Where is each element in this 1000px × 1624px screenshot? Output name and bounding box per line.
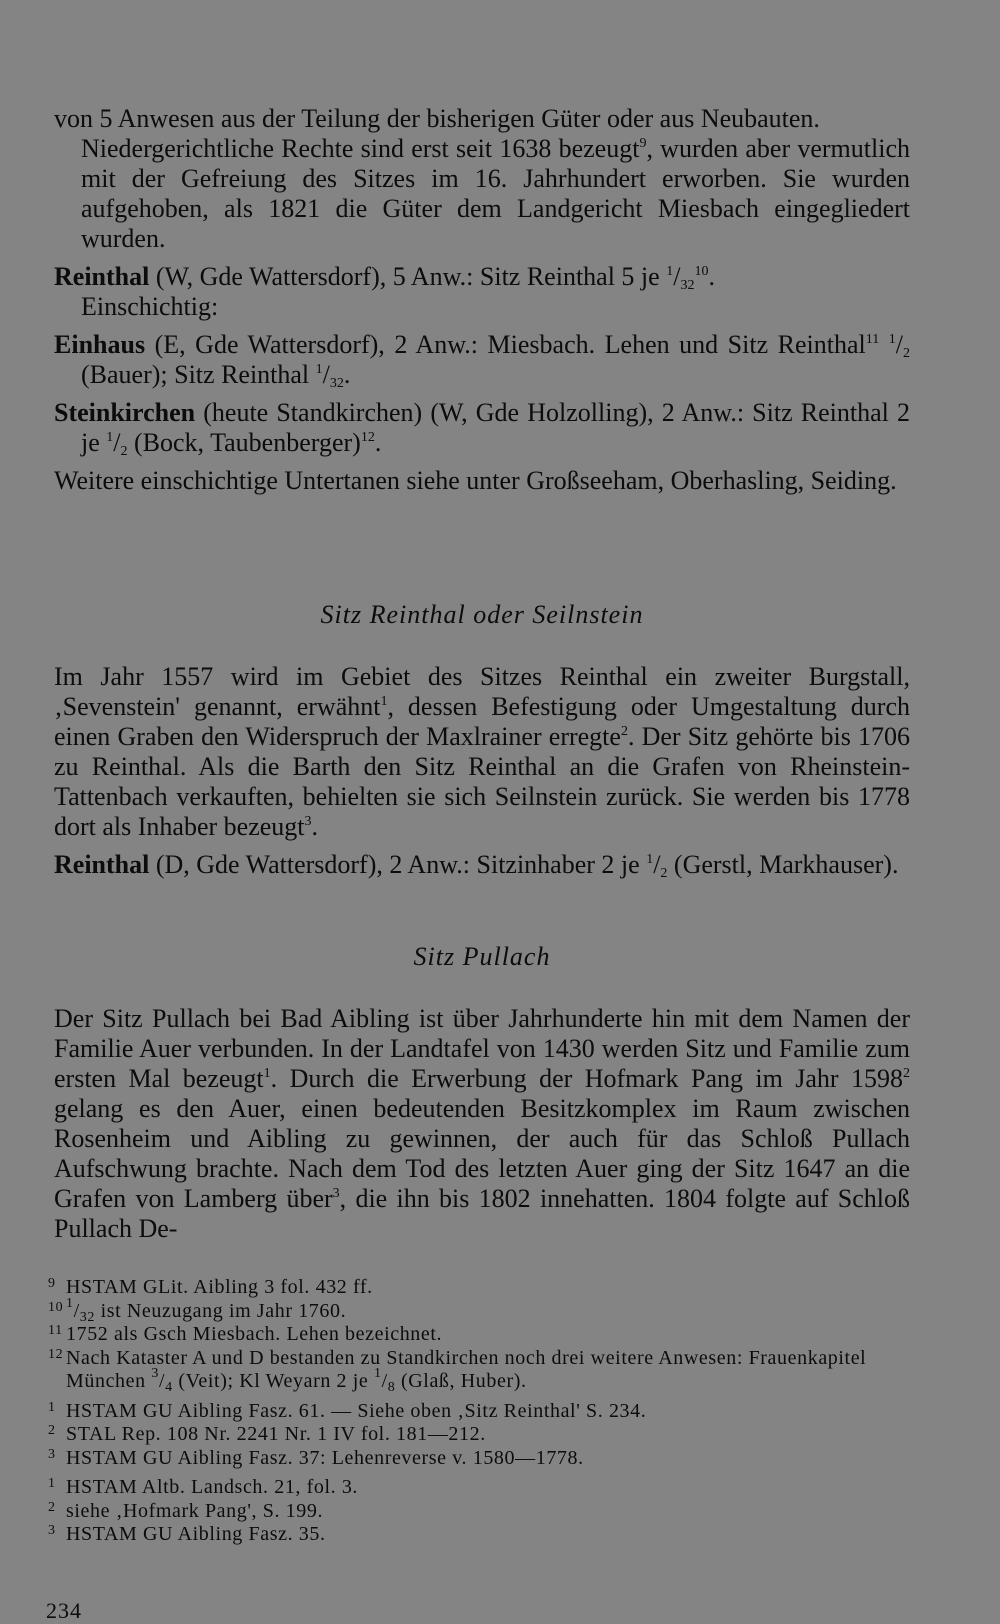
paragraph-weitere: Weitere einschichtige Untertanen siehe unter Großseeham, Oberhasling, Seiding. — [54, 466, 897, 495]
footnote-ref: 2 — [620, 724, 628, 739]
footnote-11: 11 1752 als Gsch Miesbach. Lehen bezeichnet. — [48, 1323, 443, 1345]
section-heading-reinthal-seilnstein: Sitz Reinthal oder Seilnstein — [320, 600, 644, 629]
entry-einhaus: Einhaus (E, Gde Wattersdorf), 2 Anw.: Miesbach. Lehen und Sitz Reinthal$^{11}$ $^1/_2$ (Bauer); Sitz Reinthal $^1/_{32}$. — [54, 330, 910, 391]
footnote-s3: 3 HSTAM GU Aibling Fasz. 37: Lehenreverse v. 1580—1778. — [48, 1446, 584, 1469]
paragraph-pullach: Der Sitz Pullach bei Bad Aibling ist über Jahrhunderte hin mit dem Namen der Familie Auer verbunden. In der Landtafel von 1430 werden Sitz und Familie zum ersten Mal bezeugt$^1$. Durch die Erwerbung der Hofmark Pang im Jahr 1598$^2$ gelang es den Auer, einen bedeutenden Besitzkomplex im Raum zwischen Rosenheim und Aibling zu gewinnen, der auch für das Schloß Pullach Aufschwung brachte. Nach dem Tod des letzten Auer ging der Sitz 1647 an die Grafen von Lamberg über$^3$, die ihn bis 1802 innehatten. 1804 folgte auf Schloß Pullach De- — [54, 1004, 910, 1243]
footnote-ref: 10 — [694, 264, 709, 279]
paragraph-seilnstein: Im Jahr 1557 wird im Gebiet des Sitzes Reinthal ein zweiter Burgstall, ‚Sevenstein' genannt, erwähnt$^1$, dessen Befestigung oder Umgestaltung durch einen Graben den Widerspruch der Maxlrainer erregte$^2$. Der Sitz gehörte bis 1706 zu Reinthal. Als die Barth den Sitz Reinthal an die Grafen von Rheinstein-Tattenbach verkauften, behielten sie sich Seilnstein zurück. Sie werden bis 1778 dort als Inhaber bezeugt$^3$. — [54, 662, 911, 841]
top-text-block — [54, 104, 910, 496]
entry-steinkirchen: Steinkirchen (heute Standkirchen) (W, Gde Holzolling), 2 Anw.: Sitz Reinthal 2 je $^1/_2$ (Bock, Taubenberger)$^{12}$. — [54, 398, 910, 459]
footnote-ref: 3 — [304, 814, 312, 829]
section-pullach-text — [54, 1004, 910, 1244]
footnotes — [48, 1276, 918, 1547]
footnote-9: 9 HSTAM GLit. Aibling 3 fol. 432 ff. — [48, 1276, 373, 1298]
footnote-p3: 3 HSTAM GU Aibling Fasz. 35. — [48, 1523, 326, 1545]
entry-reinthal: Reinthal (W, Gde Wattersdorf), 5 Anw.: Sitz Reinthal 5 je $^1/_{32}^{10}$. — [54, 262, 715, 293]
footnote-ref: 12 — [360, 430, 375, 445]
footnote-s1: 1 HSTAM GU Aibling Fasz. 61. — Siehe oben ‚Sitz Reinthal' S. 234. — [48, 1399, 647, 1422]
footnote-s2: 2 STAL Rep. 108 Nr. 2241 Nr. 1 IV fol. 181—212. — [48, 1423, 486, 1445]
footnote-ref: 3 — [332, 1186, 340, 1201]
page-number: 234 — [46, 1598, 82, 1623]
section-reinthal-text — [54, 662, 910, 880]
footnote-12: 12 Nach Kataster A und D bestanden zu Standkirchen noch drei weitere Anwesen: Frauenkapitel München $^3/_4$ (Veit); Kl Weyarn 2 je $^1/_8$ (Glaß, Huber). — [48, 1346, 867, 1395]
paragraph-jurisdiction: Niedergerichtliche Rechte sind erst seit 1638 bezeugt$^9$, wurden aber vermutlich mit der Gefreiung des Sitzes im 16. Jahrhundert erworben. Sie wurden aufgehoben, als 1821 die Güter dem Landgericht Miesbach eingegliedert wurden. — [81, 134, 910, 253]
footnote-ref: 2 — [903, 1066, 910, 1081]
footnote-p1: 1 HSTAM Altb. Landsch. 21, fol. 3. — [48, 1476, 359, 1498]
footnote-ref: 11 — [865, 332, 880, 347]
footnote-10: 10 $^1/_{32}$ ist Neuzugang im Jahr 1760. — [48, 1295, 347, 1325]
footnote-ref: 1 — [380, 694, 388, 709]
footnote-ref: 1 — [263, 1066, 271, 1081]
entry-reinthal-d: Reinthal (D, Gde Wattersdorf), 2 Anw.: Sitzinhaber 2 je $^1/_2$ (Gerstl, Markhauser). — [54, 850, 899, 881]
footnote-ref: 9 — [639, 136, 647, 151]
section-heading-pullach: Sitz Pullach — [413, 942, 551, 971]
paragraph-continuation: von 5 Anwesen aus der Teilung der bisherigen Güter oder aus Neubauten. — [54, 104, 820, 133]
einschichtig-label: Einschichtig: — [81, 292, 219, 321]
footnote-p2: 2 siehe ‚Hofmark Pang', S. 199. — [48, 1499, 324, 1522]
